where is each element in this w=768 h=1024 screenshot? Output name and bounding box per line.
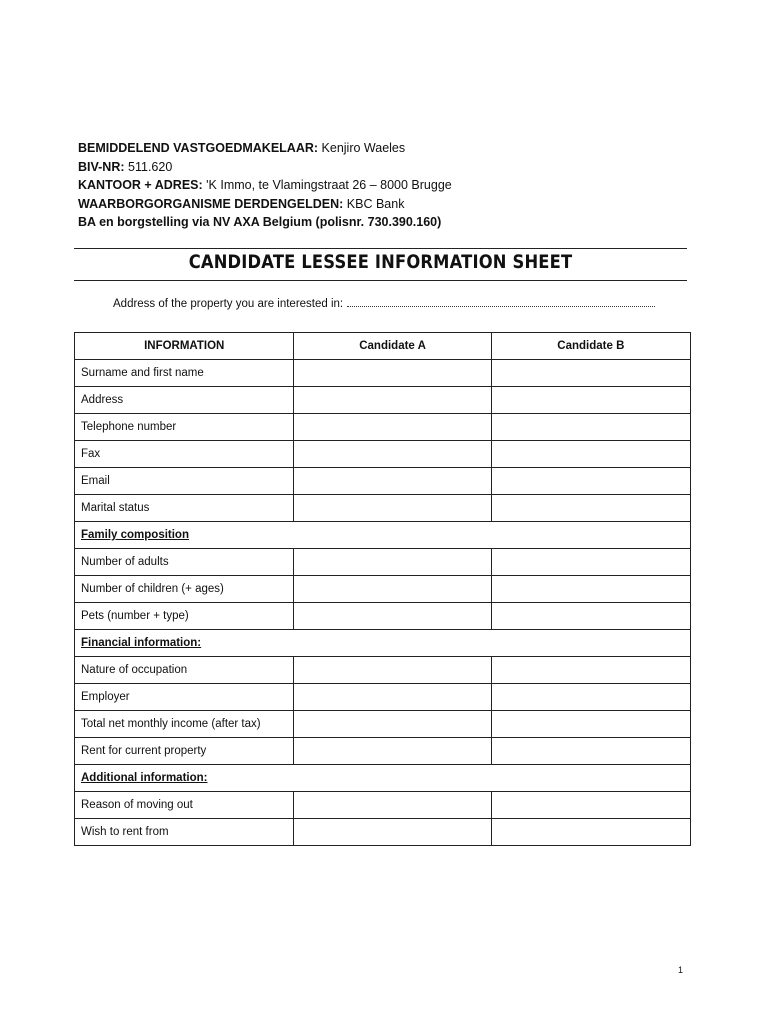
agent-label: BEMIDDELEND VASTGOEDMAKELAAR: xyxy=(78,141,319,155)
candidate-b-cell[interactable] xyxy=(491,576,690,603)
biv-row xyxy=(78,158,452,177)
candidate-a-cell[interactable] xyxy=(294,387,491,414)
candidate-b-cell[interactable] xyxy=(491,657,690,684)
candidate-a-cell[interactable] xyxy=(294,495,491,522)
agent-row xyxy=(78,139,452,158)
row-label: Surname and first name xyxy=(75,360,294,387)
row-label: Employer xyxy=(75,684,294,711)
biv-label: BIV-NR: xyxy=(78,159,125,174)
candidate-b-cell[interactable] xyxy=(491,387,690,414)
candidate-a-cell[interactable] xyxy=(294,360,491,387)
candidate-b-cell[interactable] xyxy=(491,468,690,495)
table-row xyxy=(75,387,691,414)
candidate-b-cell[interactable] xyxy=(491,792,690,819)
candidate-a-cell[interactable] xyxy=(294,819,491,846)
row-label: Pets (number + type) xyxy=(75,603,294,630)
table-row xyxy=(75,792,691,819)
agent-details xyxy=(78,139,452,232)
property-address-prompt: Address of the property you are interested in: xyxy=(113,298,344,310)
candidate-b-cell[interactable] xyxy=(491,684,690,711)
section-row xyxy=(75,630,691,657)
title-top-rule xyxy=(74,248,687,249)
candidate-b-cell[interactable] xyxy=(491,603,690,630)
candidate-a-cell[interactable] xyxy=(294,549,491,576)
property-address-field[interactable] xyxy=(347,306,655,307)
insurance-line: BA en borgstelling via NV AXA Belgium (polisnr. 730.390.160) xyxy=(78,215,442,229)
candidate-a-cell[interactable] xyxy=(294,441,491,468)
candidate-a-cell[interactable] xyxy=(294,576,491,603)
row-label: Fax xyxy=(75,441,294,468)
candidate-b-cell[interactable] xyxy=(491,711,690,738)
table-header-row xyxy=(75,333,691,360)
table-row xyxy=(75,360,691,387)
row-label: Telephone number xyxy=(75,414,294,441)
candidate-b-cell[interactable] xyxy=(491,819,690,846)
section-heading: Family composition xyxy=(75,522,691,549)
candidate-a-cell[interactable] xyxy=(294,468,491,495)
table-row xyxy=(75,441,691,468)
agent-value: Kenjiro Waeles xyxy=(321,141,406,155)
row-label: Wish to rent from xyxy=(75,819,294,846)
section-row xyxy=(75,765,691,792)
row-label: Reason of moving out xyxy=(75,792,294,819)
guarantee-row xyxy=(78,195,452,214)
office-label: KANTOOR + ADRES: xyxy=(78,178,203,192)
section-row xyxy=(75,522,691,549)
row-label: Number of adults xyxy=(75,549,294,576)
row-label: Number of children (+ ages) xyxy=(75,576,294,603)
candidate-b-cell[interactable] xyxy=(491,495,690,522)
table-row xyxy=(75,711,691,738)
page-number: 1 xyxy=(678,965,684,975)
table-row xyxy=(75,738,691,765)
column-header-candidate-a: Candidate A xyxy=(294,333,491,360)
column-header-information: INFORMATION xyxy=(75,333,294,360)
candidate-b-cell[interactable] xyxy=(491,549,690,576)
section-heading: Additional information: xyxy=(75,765,691,792)
row-label: Address xyxy=(75,387,294,414)
candidate-b-cell[interactable] xyxy=(491,414,690,441)
table-row xyxy=(75,549,691,576)
column-header-candidate-b: Candidate B xyxy=(491,333,690,360)
row-label: Rent for current property xyxy=(75,738,294,765)
biv-value: 511.620 xyxy=(128,159,173,174)
candidate-a-cell[interactable] xyxy=(294,657,491,684)
guarantee-label: WAARBORGORGANISME DERDENGELDEN: xyxy=(78,196,344,211)
property-address-line xyxy=(113,298,655,310)
candidate-a-cell[interactable] xyxy=(294,792,491,819)
guarantee-value: KBC Bank xyxy=(346,196,405,211)
table-row xyxy=(75,468,691,495)
candidate-a-cell[interactable] xyxy=(294,414,491,441)
page-title: CANDIDATE LESSEE INFORMATION SHEET xyxy=(188,251,573,273)
office-row xyxy=(78,176,452,195)
candidate-a-cell[interactable] xyxy=(294,603,491,630)
table-row xyxy=(75,495,691,522)
table-row xyxy=(75,414,691,441)
candidate-b-cell[interactable] xyxy=(491,738,690,765)
row-label: Email xyxy=(75,468,294,495)
table-row xyxy=(75,819,691,846)
row-label: Marital status xyxy=(75,495,294,522)
candidate-a-cell[interactable] xyxy=(294,684,491,711)
row-label: Total net monthly income (after tax) xyxy=(75,711,294,738)
office-value: 'K Immo, te Vlamingstraat 26 – 8000 Brugge xyxy=(206,178,452,192)
candidate-info-table xyxy=(74,332,691,846)
row-label: Nature of occupation xyxy=(75,657,294,684)
section-heading: Financial information: xyxy=(75,630,691,657)
candidate-a-cell[interactable] xyxy=(294,711,491,738)
table-row xyxy=(75,657,691,684)
candidate-b-cell[interactable] xyxy=(491,360,690,387)
table-row xyxy=(75,576,691,603)
candidate-a-cell[interactable] xyxy=(294,738,491,765)
candidate-b-cell[interactable] xyxy=(491,441,690,468)
table-row xyxy=(75,603,691,630)
table-row xyxy=(75,684,691,711)
title-bottom-rule xyxy=(74,280,687,281)
